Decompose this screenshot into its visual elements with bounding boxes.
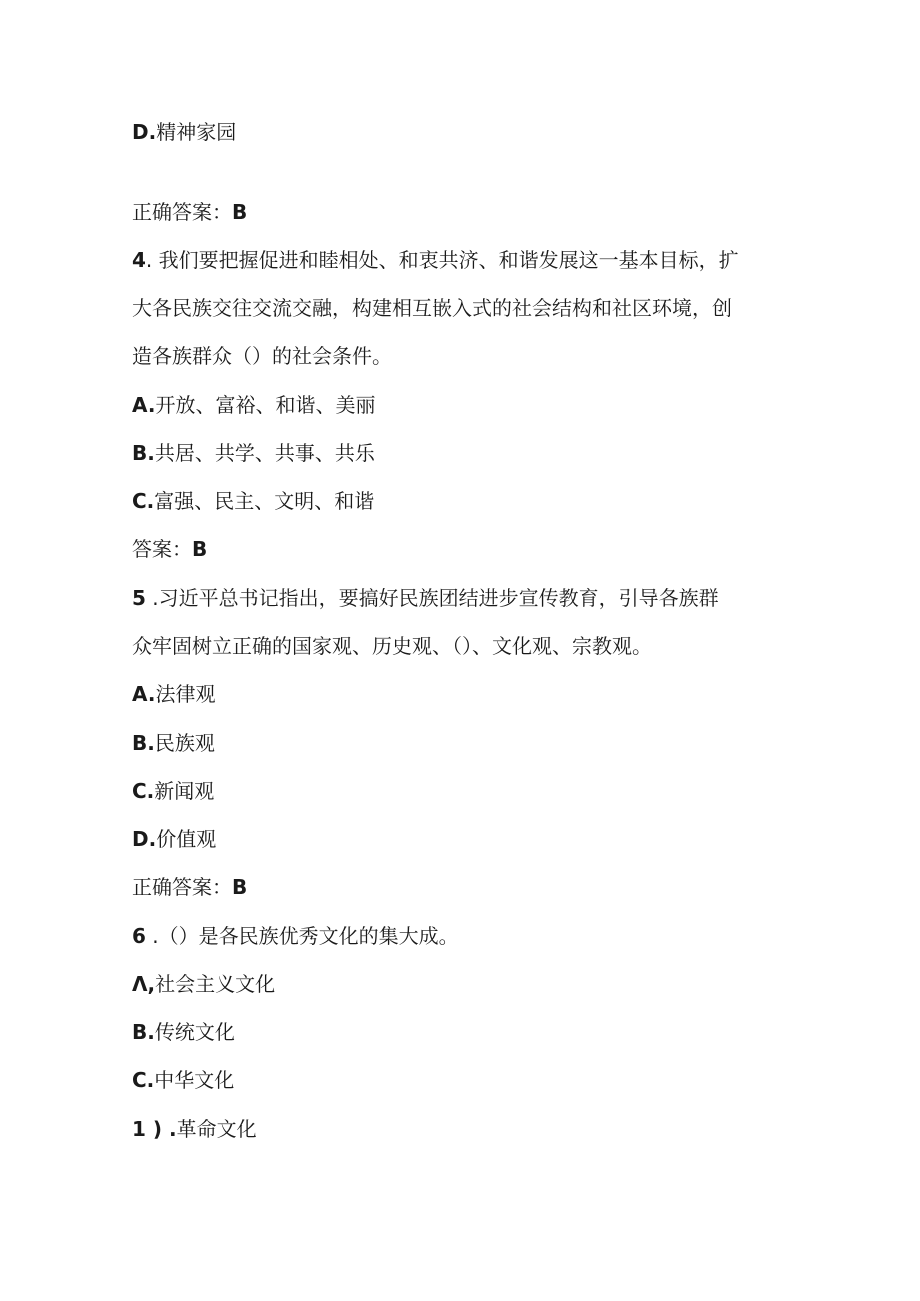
question-text: 造各族群众（）的社会条件。 <box>132 344 392 368</box>
option-text: 共居、共学、共事、共乐 <box>154 441 375 465</box>
option-text: 中华文化 <box>154 1068 235 1092</box>
option-line <box>132 1115 257 1143</box>
option-line <box>132 439 375 467</box>
option-label: B. <box>132 731 155 755</box>
option-line <box>132 729 215 757</box>
option-label: A. <box>132 682 156 706</box>
option-text: 民族观 <box>154 731 215 755</box>
option-text: 法律观 <box>155 682 216 706</box>
question-line <box>132 294 732 322</box>
question-text: .习近平总书记指出，要搞好民族团结进步宣传教育，引导各族群 <box>145 586 719 610</box>
option-line <box>132 1018 235 1046</box>
option-label: 1 ) . <box>132 1117 177 1141</box>
option-text: 开放、富裕、和谐、美丽 <box>155 393 376 417</box>
option-line <box>132 1066 234 1094</box>
option-label: D. <box>132 827 157 851</box>
question-text: 大各民族交往交流交融，构建相互嵌入式的社会结构和社区环境，创 <box>132 296 732 320</box>
question-line <box>132 342 392 370</box>
option-line <box>132 118 236 146</box>
option-label: C. <box>132 1068 155 1092</box>
answer-line <box>132 873 247 901</box>
option-text: 价值观 <box>156 827 217 851</box>
option-label: D. <box>132 120 157 144</box>
option-line <box>132 970 275 998</box>
answer-line <box>132 198 247 226</box>
answer-value: B <box>192 537 208 561</box>
option-text: 新闻观 <box>154 779 215 803</box>
question-line <box>132 922 459 950</box>
option-line <box>132 825 216 853</box>
answer-prefix: 正确答案： <box>132 200 232 224</box>
option-line <box>132 391 375 419</box>
option-text: 社会主义文化 <box>155 972 276 996</box>
question-text: .（）是各民族优秀文化的集大成。 <box>145 924 459 948</box>
option-line <box>132 487 374 515</box>
answer-prefix: 正确答案： <box>132 875 232 899</box>
question-text: 众牢固树立正确的国家观、历史观、（）、文化观、宗教观。 <box>132 634 652 658</box>
option-label: B. <box>132 1020 155 1044</box>
question-line <box>132 246 739 274</box>
option-text: 革命文化 <box>176 1117 257 1141</box>
option-label: C. <box>132 779 155 803</box>
option-text: 传统文化 <box>154 1020 235 1044</box>
option-label: C. <box>132 489 155 513</box>
question-line <box>132 632 652 660</box>
option-text: 富强、民主、文明、和谐 <box>154 489 375 513</box>
answer-prefix: 答案： <box>132 537 192 561</box>
option-label: A. <box>132 393 156 417</box>
option-label: B. <box>132 441 155 465</box>
answer-line <box>132 535 207 563</box>
question-number: 5 <box>132 586 146 610</box>
option-text: 精神家园 <box>156 120 237 144</box>
option-label: Λ, <box>132 972 156 996</box>
option-line <box>132 777 214 805</box>
question-number: 4 <box>132 248 146 272</box>
answer-value: B <box>232 200 248 224</box>
question-text: . 我们要把握促进和睦相处、和衷共济、和谐发展这一基本目标，扩 <box>145 248 739 272</box>
answer-value: B <box>232 875 248 899</box>
question-number: 6 <box>132 924 146 948</box>
question-line <box>132 584 719 612</box>
option-line <box>132 680 215 708</box>
